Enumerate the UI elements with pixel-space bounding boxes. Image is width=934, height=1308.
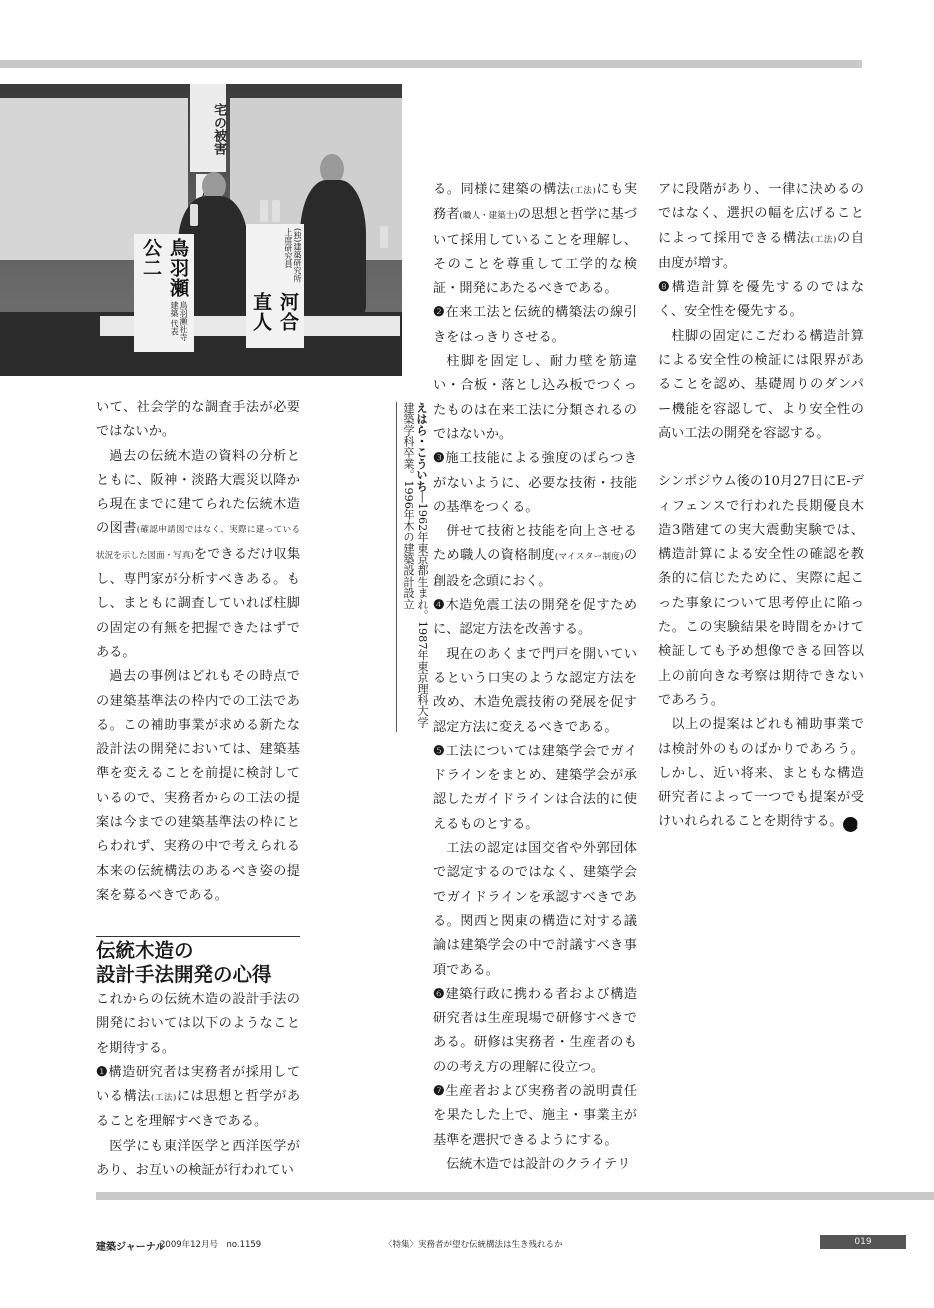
list-item: ❻建築行政に携わる者および構造研究者は生産現場で研修すべきである。研修は実務者・生産者のものの考え方の理解に役立つ。 (433, 986, 638, 1075)
paragraph: 柱脚の固定にこだわる構造計算による安全性の検証には限界があることを認め、基礎周りのダンパー機能を容認して、より安全性の高い工法の開発を容認する。 (658, 328, 864, 441)
list-item: ❽構造計算を優先するのではなく、安全性を優先する。 (658, 280, 865, 320)
list-item: ❼生産者および実務者の説明責任を果たした上で、施主・事業主が基準を選択できるようにする。 (433, 1083, 638, 1148)
bottle (272, 200, 280, 222)
paragraph: 工法の認定は国交省や外郭団体で認定するのではなく、建築学会でガイドラインを承認すべきである。関西と関東の構造に対する議論は建築学会の中で討議すべき事項である。 (433, 841, 637, 978)
paragraph: る。同様に建築の構法(工法)にも実務者(職人・建築士)の思想と哲学に基づいて採用していることを理解し、そのことを尊重して工学的な検証・開発にあたるべきである。 (433, 182, 638, 297)
bottle (260, 200, 268, 222)
paragraph: いて、社会学的な調査手法が必要ではないか。 (96, 400, 300, 440)
list-item: ❶構造研究者は実務者が採用している構法(工法)には思想と哲学があることを理解すべきである。 (96, 1064, 301, 1130)
top-rule (0, 60, 862, 68)
paragraph: 過去の事例はどれもその時点での建築基準法の枠内での工法である。この補助事業が求める新たな設計法の開発においては、建築基準を変えることを前提に検討しているので、実務者からの工法の提案は今までの建築基準法の枠にとらわれず、実務の中で考えられる本来の伝統構法のあるべき姿の提案を募るべきである。 (96, 669, 300, 903)
paragraph: 併せて技術と技能を向上させるため職人の資格制度(マイスター制度)の創設を念頭におく。 (433, 524, 638, 589)
placard-left: 鳥羽瀬公二 鳥羽瀬社寺建築 代表 (134, 234, 194, 352)
hanging-banner (190, 84, 226, 172)
paragraph: 医学にも東洋医学と西洋医学があり、お互いの検証が行われてい (96, 1138, 300, 1179)
paragraph: これからの伝統木造の設計手法の開発においては以下のようなことを期待する。 (96, 992, 300, 1056)
paragraph: 伝統木造では設計のクライテリ (446, 1156, 631, 1172)
spacer (658, 446, 864, 470)
bottom-rule (96, 1192, 934, 1200)
footer-feature: 〈特集〉実務者が望む伝統構法は生き残れるか (384, 1240, 563, 1250)
list-item: ❺工法については建築学会でガイドラインをまとめ、建築学会が承認したガイドラインは合法的に使えるものとする。 (433, 743, 638, 832)
page-number: 019 (820, 1235, 906, 1249)
author-bio: えはら・こういち―1962年東京都生まれ。1987年東京理科大学建築学科卒業。1996年木の建築設計設立 (396, 402, 429, 732)
speaker-right (300, 180, 366, 316)
list-item: ❷在来工法と伝統的構築法の線引きをはっきりさせる。 (433, 305, 638, 345)
section-heading: 伝統木造の 設計手法開発の心得 (96, 936, 300, 987)
paragraph: 柱脚を固定し、耐力壁を筋違い・合板・落とし込み板でつくったものは在来工法に分類されるのではないか。 (433, 354, 637, 442)
paragraph: アに段階があり、一律に決めるのではなく、選択の幅を広げることによって採用できる構法(工法)の自由度が増す。 (658, 182, 865, 271)
column-2 (433, 178, 637, 1177)
paragraph: 過去の伝統木造の資料の分析とともに、阪神・淡路大震災以降から現在までに建てられた伝統木造の図書(確認申請図ではなく、実際に建っている状況を示した図面・写真)をできるだけ収集し、専門家が分析すべきある。もし、まともに調査していれば柱脚の固定の有無を把握できたはずである。 (96, 448, 301, 660)
column-1-lower (96, 988, 300, 1183)
end-mark-icon: K (843, 817, 858, 832)
list-item: ❹木造免震工法の開発を促すために、認定方法を改善する。 (433, 598, 638, 638)
list-item: ❸施工技能による強度のばらつきがないように、必要な技術・技能の基準をつくる。 (433, 451, 637, 515)
banner-text: 宅の被害 (211, 103, 226, 155)
footer-issue: 2009年12月号 no.1159 (160, 1240, 262, 1250)
bottle (190, 204, 198, 226)
paragraph: 現在のあくまで門戸を開いているという口実のような認定方法を改め、木造免震技術の発展を促す認定方法に変えるべきである。 (433, 646, 637, 735)
bottle (380, 226, 388, 248)
footer-magazine: 建築ジャーナル (96, 1242, 166, 1253)
placard-right: (独)建築研究所 上席研究員 河合直人 (246, 224, 304, 348)
column-1 (96, 396, 300, 908)
column-3 (658, 178, 864, 835)
paragraph: 以上の提案はどれも補助事業では検討外のものばかりであろう。しかし、近い将来、まともな構造研究者によって一つでも提案が受けいれられることを期待する。 K (658, 717, 864, 831)
paragraph: シンポジウム後の10月27日にE-ディフェンスで行われた長期優良木造3階建ての実大震動実験では、構造計算による安全性の確認を教条的に信じたために、実際に起こった事象について思考停止に陥った。この実験結果を時間をかけて検証しても予め想像できる回答以上の前向きな考察は期待できないであろう。 (658, 474, 864, 708)
symposium-photo (0, 84, 402, 376)
